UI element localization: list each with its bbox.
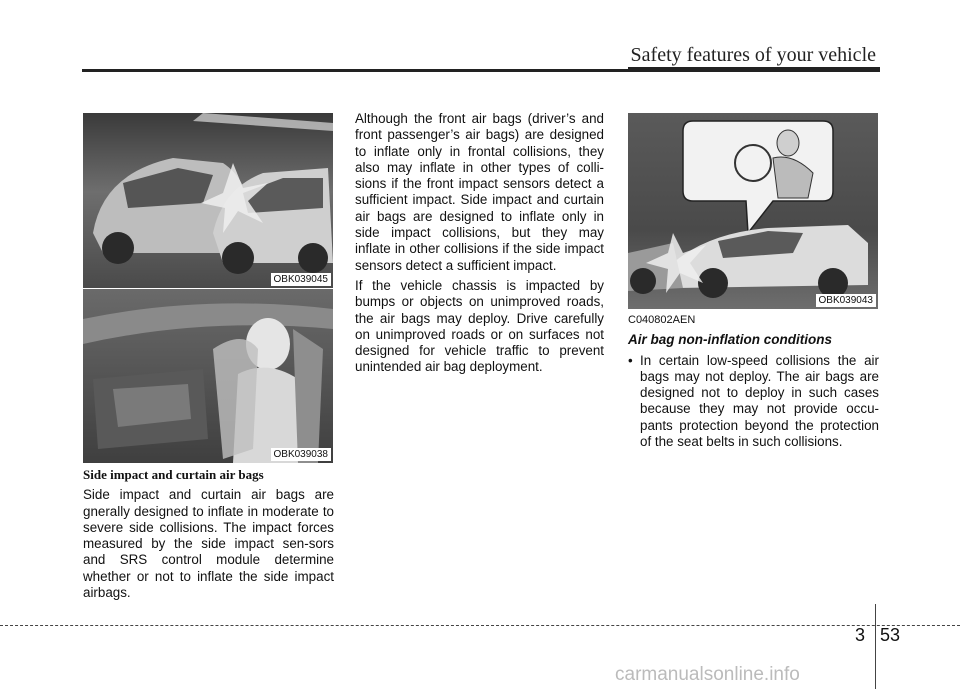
right-column (628, 312, 879, 450)
section-title: Side impact and curtain air bags (83, 467, 264, 482)
page-number: 53 (880, 625, 901, 645)
subheading: Air bag non-inflation conditions (628, 332, 832, 348)
image-label: OBK039045 (271, 273, 332, 286)
curtain-airbag-icon (83, 289, 333, 463)
image-label: OBK039043 (816, 294, 877, 307)
left-column (83, 467, 334, 605)
car-collision-icon (83, 113, 333, 288)
front-impact-image (628, 113, 878, 309)
bullet-item (628, 353, 879, 451)
curtain-airbag-image (83, 289, 333, 463)
body-paragraph: If the vehicle chassis is impacted by bumps or objects on unimproved roads, the air bags may deploy. Drive carefully on unimproved roads or on surfaces not designed for vehicle traffic to prevent unintended air bag deployment. (355, 277, 604, 375)
reference-code: C040802AEN (628, 314, 696, 326)
body-paragraph: Side impact and curtain air bags are gnerally designed to inflate in moderate to severe side collisions. The impact forces measured by the side impact sen-sors and SRS control module determine whether or not to inflate the side impact airbags. (83, 487, 334, 601)
page-separator (875, 604, 876, 689)
crash-illustration-image (83, 113, 333, 288)
watermark: carmanualsonline.info (615, 664, 800, 685)
image-label: OBK039038 (271, 448, 332, 461)
chapter-number: 3 (855, 625, 866, 645)
body-paragraph: Although the front air bags (driver’s and front passenger’s air bags) are designed to inflate only in frontal collisions, they also may inflate in other types of colli-sions if the front impact sensors detect a sufficient impact. Side impact and curtain air bags are designed to inflate only in side impact collisions, but they may inflate in other collisions if the side impact sensors detect a sufficient impact. (355, 111, 604, 273)
middle-column (355, 111, 604, 380)
bullet-text: In certain low-speed collisions the air bags may not deploy. The air bags are designed not to deploy in such cases because they may not provide occu-pants protection beyond the protection of the seat belts in such collisions. (640, 352, 879, 450)
header-rule-accent (628, 67, 880, 72)
header-title: Safety features of your vehicle (630, 44, 876, 66)
bullet-icon: • (628, 352, 633, 368)
footer-rule (0, 625, 960, 626)
driver-airbag-icon (628, 113, 878, 309)
